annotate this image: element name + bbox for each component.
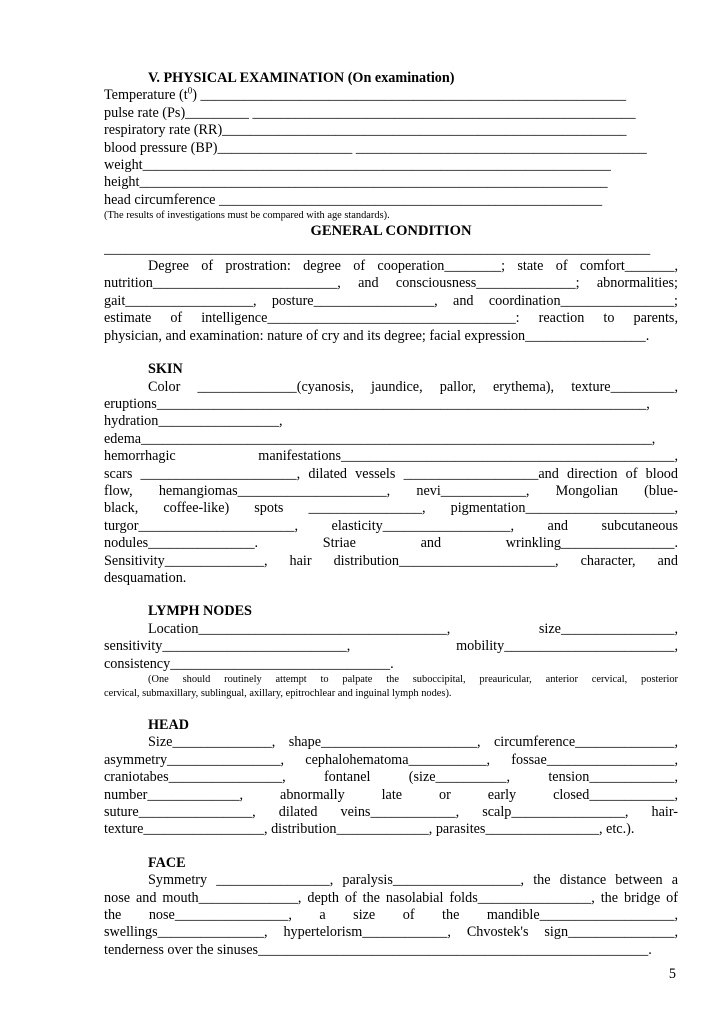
skin-line-2: eruptions_____________________________________________________________________, xyxy=(104,395,650,412)
skin-line-10: nodules_______________. Striae and wrinkling________________. xyxy=(104,535,678,552)
general-line-5: physician, and examination: nature of cry and its degree; facial expression_________________. xyxy=(104,327,650,344)
skin-line-1: Color ______________(cyanosis, jaundice, pallor, erythema), texture_________, xyxy=(148,378,678,395)
skin-line-8: black, coffee-like) spots ________________, pigmentation_____________________, xyxy=(104,500,678,517)
head-line-3: craniotabes________________, fontanel (size__________, tension____________, xyxy=(104,769,678,786)
head-line-4: number_____________, abnormally late or early closed____________, xyxy=(104,786,678,803)
page-number: 5 xyxy=(668,966,676,982)
lymph-note-1: (One should routinely attempt to palpate the suboccipital, preauricular, anterior cervical, posterior xyxy=(148,674,678,685)
face-line-1: Symmetry ________________, paralysis__________________, the distance between a xyxy=(148,872,678,889)
head-circumference-line: head circumference ______________________________________________________ xyxy=(104,191,603,208)
pulse-line: pulse rate (Ps)_________ ______________________________________________________ xyxy=(104,104,636,121)
head-line-5: suture________________, dilated veins____________, scalp________________, hair- xyxy=(104,804,678,821)
face-line-4: swellings_______________, hypertelorism____________, Chvostek's sign_______________, xyxy=(104,924,678,941)
lymph-line-1: Location___________________________________, size________________, xyxy=(148,620,678,637)
skin-line-7: flow, hemangiomas_____________________, nevi____________, Mongolian (blue- xyxy=(104,482,678,499)
lymph-title: LYMPH NODES xyxy=(148,603,252,620)
face-line-3: the nose________________, a size of the mandible___________________, xyxy=(104,907,678,924)
general-line-1: Degree of prostration: degree of cooperation________; state of comfort_______, xyxy=(148,258,678,275)
height-line: height__________________________________________________________________ xyxy=(104,174,608,191)
skin-title: SKIN xyxy=(148,361,183,378)
bp-line: blood pressure (BP)___________________ _________________________________________ xyxy=(104,139,647,156)
temperature-sup: 0 xyxy=(187,87,193,96)
face-line-2: nose and mouth______________, depth of the nasolabial folds________________, the bridge of xyxy=(104,889,678,906)
face-title: FACE xyxy=(148,854,186,871)
respiratory-line: respiratory rate (RR)_________________________________________________________ xyxy=(104,122,627,139)
general-condition-title: GENERAL CONDITION xyxy=(310,223,472,240)
head-line-1: Size______________, shape______________________, circumference______________, xyxy=(148,734,678,751)
skin-line-4: edema________________________________________________________________________, xyxy=(104,430,656,447)
general-rule: _____________________________________________________________________________ xyxy=(104,240,651,257)
skin-line-9: turgor______________________, elasticity__________________, and subcutaneous xyxy=(104,517,678,534)
general-line-2: nutrition__________________________, and consciousness______________; abnormalities; xyxy=(104,275,678,292)
general-line-3: gait__________________, posture_________________, and coordination________________; xyxy=(104,292,678,309)
lymph-note-2: cervical, submaxillary, sublingual, axillary, epitrochlear and inguinal lymph nodes). xyxy=(104,688,452,699)
head-title: HEAD xyxy=(148,717,189,733)
skin-line-11: Sensitivity______________, hair distribution______________________, character, and xyxy=(104,552,678,569)
head-line-6: texture_________________, distribution_____________, parasites________________, etc.). xyxy=(104,821,635,838)
temperature-label: Temperature (t xyxy=(104,87,188,104)
lymph-line-2: sensitivity__________________________, mobility________________________, xyxy=(104,638,678,655)
lymph-line-3: consistency_______________________________. xyxy=(104,655,394,672)
head-line-2: asymmetry________________, cephalohematoma___________, fossae__________________, xyxy=(104,751,678,768)
skin-line-3: hydration_________________, xyxy=(104,413,283,430)
skin-line-12: desquamation. xyxy=(104,569,187,586)
skin-line-6: scars ______________________, dilated vessels ___________________and direction of blood xyxy=(104,465,678,482)
temperature-blank: ) ____________________________________________________________ xyxy=(192,87,627,104)
skin-line-5: hemorrhagic manifestations_______________________________________________, xyxy=(104,448,678,465)
age-standards-note: (The results of investigations must be compared with age standards). xyxy=(104,210,390,222)
face-line-5: tenderness over the sinuses_______________________________________________________. xyxy=(104,941,652,958)
weight-line: weight__________________________________________________________________ xyxy=(104,157,611,174)
physical-exam-title: V. PHYSICAL EXAMINATION (On examination) xyxy=(148,70,455,86)
general-line-4: estimate of intelligence___________________________________: reaction to parents, xyxy=(104,310,678,327)
temperature-line xyxy=(104,87,678,104)
